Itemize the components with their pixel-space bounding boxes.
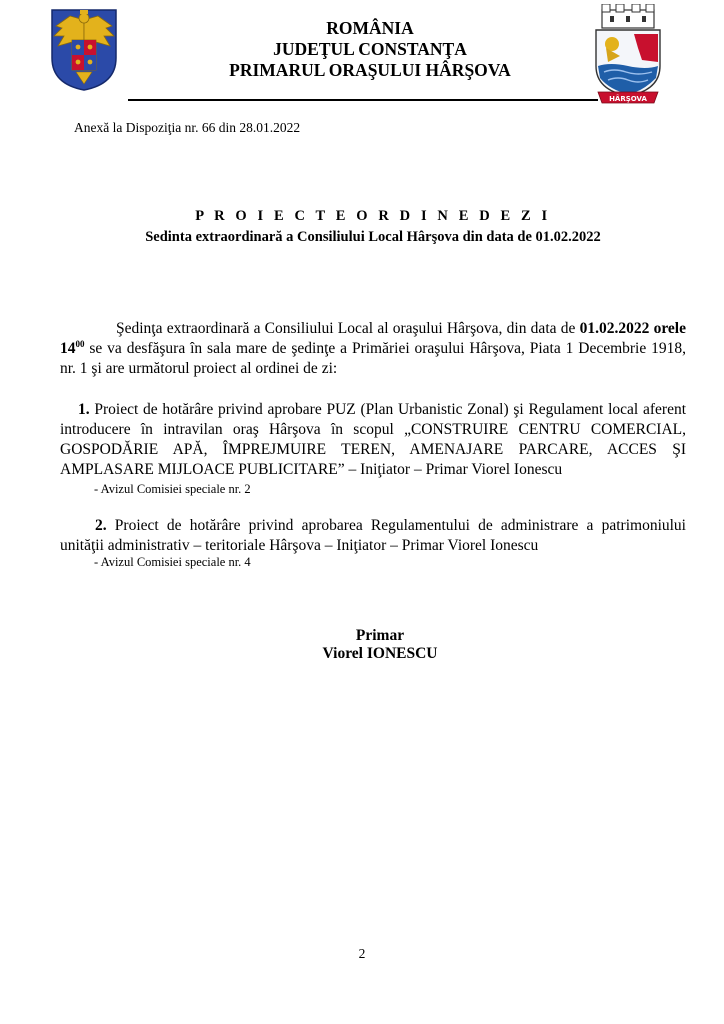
intro-hour: orele $14^{00}$ bbox=[60, 320, 686, 357]
document-subtitle: Sedinta extraordinară a Consiliului Local Hârşova din data de 01.02.2022 bbox=[145, 229, 601, 245]
agenda-item-number: 2. bbox=[95, 517, 107, 534]
agenda-item-number: 1. bbox=[78, 401, 90, 418]
intro-text-2: se va desfăşura în sala mare de şedinţe a Primăriei oraşului Hârşova, Piata 1 Decembrie 1918, nr. 1 şi are următorul proiect al ordinei de zi: bbox=[60, 340, 686, 377]
document-title: P R O I E C T E O R D I N E D E Z I bbox=[195, 208, 551, 224]
harsova-banner-text: HÂRŞOVA bbox=[609, 95, 647, 103]
header-mayor-office: PRIMARUL ORAŞULUI HÂRŞOVA bbox=[229, 60, 511, 80]
signature-role: Primar bbox=[355, 627, 405, 644]
agenda-item-text: Proiect de hotărâre privind aprobare PUZ (Plan Urbanistic Zonal) şi Regulament local aferent introducere în intravilan oraş Hârşova în scopul „CONSTRUIRE CENTRU COMERCIAL, GOSPODĂRIE APĂ, ÎMPREJMUIRE TEREN, AMENAJARE PARCARE, ACCES ŞI AMPLASARE MIJLOACE PUBLICITARE” – Iniţiator – Primar Viorel Ionescu bbox=[60, 401, 686, 478]
romania-coat-of-arms-icon bbox=[48, 6, 120, 92]
intro-date: 01.02.2022 bbox=[579, 320, 650, 337]
intro-paragraph bbox=[60, 319, 686, 379]
page-number: 2 bbox=[358, 946, 366, 961]
agenda-item-note: - Avizul Comisiei speciale nr. 4 bbox=[94, 555, 251, 569]
annex-reference: Anexă la Dispoziţia nr. 66 din 28.01.2022 bbox=[74, 120, 301, 135]
agenda-item bbox=[60, 516, 686, 556]
agenda-item bbox=[60, 400, 686, 480]
agenda-item-note: - Avizul Comisiei speciale nr. 2 bbox=[94, 482, 251, 496]
header-divider bbox=[128, 99, 598, 101]
header-country: ROMÂNIA bbox=[326, 18, 414, 38]
signature-name: Viorel IONESCU bbox=[322, 645, 438, 662]
harsova-coat-of-arms-icon bbox=[590, 4, 666, 104]
intro-hour-minutes: 00 bbox=[75, 339, 85, 349]
header-title bbox=[170, 18, 570, 81]
header-county: JUDEŢUL CONSTANŢA bbox=[273, 39, 467, 59]
intro-text-1: Şedinţa extraordinară a Consiliului Local al oraşului Hârşova, din data de bbox=[116, 320, 580, 337]
agenda-item-text: Proiect de hotărâre privind aprobarea Regulamentului de administrare a patrimoniului unităţii administrativ – teritoriale Hârşova – Iniţiator – Primar Viorel Ionescu bbox=[60, 517, 686, 554]
